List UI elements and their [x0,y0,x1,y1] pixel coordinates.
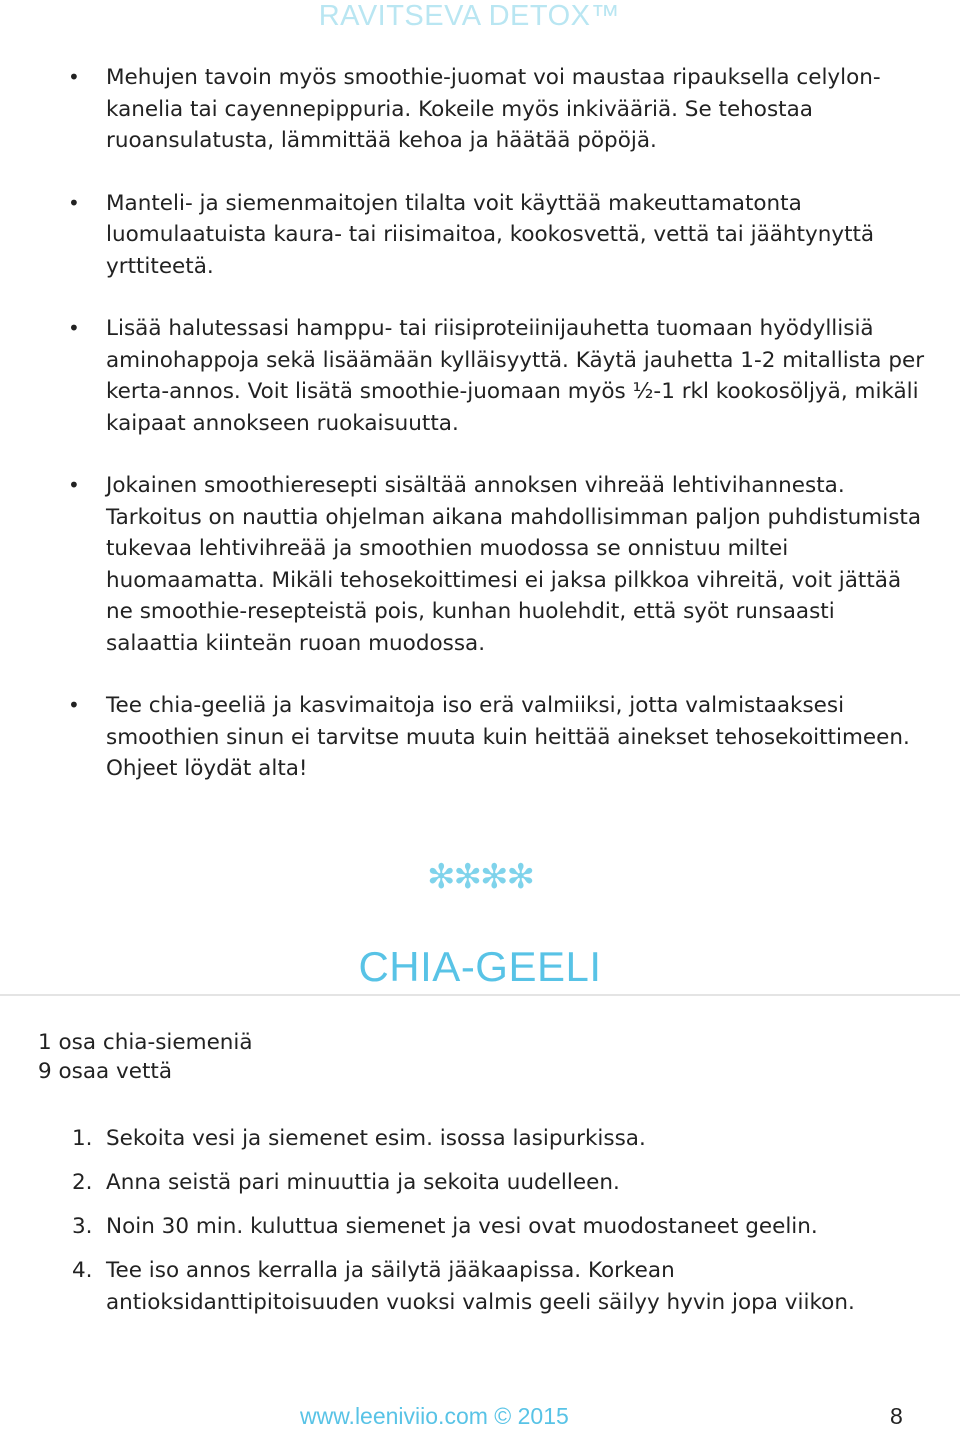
list-item-text: Tee chia-geeliä ja kasvimaitoja iso erä valmiiksi, jotta valmistaaksesi smoothien sinun ei tarvitse muuta kuin heittää ainekset tehosekoittimeen. Ohjeet löydät alta! [106,693,910,781]
step-number: 3. [72,1214,93,1239]
page-number: 8 [890,1403,903,1429]
bullet-icon: • [68,190,80,215]
step-item [72,1123,932,1155]
ingredients-list [38,1028,253,1086]
bullet-icon: • [68,65,80,89]
ingredient-item: 9 osaa vettä [38,1059,173,1084]
header-title: RAVITSEVA DETOX™ [318,0,620,32]
step-item [72,1211,932,1243]
step-item [72,1255,932,1319]
footer-website-link[interactable]: www.leeniviio.com © 2015 [300,1403,569,1429]
list-item-text: Manteli- ja siemenmaitojen tilalta voit käyttää makeuttamatonta luomulaatuista kaura- tai riisimaitoa, kookosvettä, vettä tai jäähtynyttä yrttiteetä. [106,190,875,279]
ingredient-item: 1 osa chia-siemeniä [38,1030,253,1055]
step-number: 2. [72,1170,93,1195]
list-item [68,188,928,283]
step-item [72,1167,932,1199]
list-item [68,313,928,439]
list-item [68,62,928,157]
star-divider-icon: ✻✻✻✻ [427,857,533,897]
bullet-icon: • [68,316,80,340]
title-divider [0,994,960,996]
step-text: Sekoita vesi ja siemenet esim. isossa lasipurkissa. [106,1126,646,1151]
steps-list [72,1123,932,1331]
step-number: 4. [72,1258,93,1283]
step-text: Anna seistä pari minuuttia ja sekoita uudelleen. [106,1170,620,1195]
step-text: Tee iso annos kerralla ja säilytä jääkaapissa. Korkean antioksidanttipitoisuuden vuoksi valmis geeli säilyy hyvin jopa viikon. [106,1258,855,1315]
list-item [68,690,928,785]
list-item-text: Jokainen smoothieresepti sisältää annoksen vihreää lehtivihannesta. Tarkoitus on nauttia ohjelman aikana mahdollisimman paljon puhdistumista tukevaa lehtivihreää ja smoothien muodossa se onnistuu miltei huomaamatta. Mikäli tehosekoittimesi ei jaksa pilkkoa vihreitä, voit jättää ne smoothie-resepteistä pois, kunhan huolehdit, että syöt runsaasti salaattia kiinteän ruoan muodossa. [106,473,921,656]
tips-list [68,62,928,816]
bullet-icon: • [68,473,80,497]
recipe-title: CHIA-GEELI [358,943,602,990]
bullet-icon: • [68,693,80,717]
step-text: Noin 30 min. kuluttua siemenet ja vesi ovat muodostaneet geelin. [106,1214,818,1239]
list-item [68,470,928,659]
step-number: 1. [72,1126,93,1151]
list-item-text: Lisää halutessasi hamppu- tai riisiproteiinijauhetta tuomaan hyödyllisiä aminohappoja sekä lisäämään kylläisyyttä. Käytä jauhetta 1-2 mitallista per kerta-annos. Voit lisätä smoothie-juomaan myös ½-1 rkl kookosöljyä, mikäli kaipaat annokseen ruokaisuutta. [106,316,925,436]
list-item-text: Mehujen tavoin myös smoothie-juomat voi maustaa ripauksella celylon-kanelia tai cayennepippuria. Kokeile myös inkivääriä. Se tehostaa ruoansulatusta, lämmittää kehoa ja häätää pöpöjä. [106,65,881,153]
